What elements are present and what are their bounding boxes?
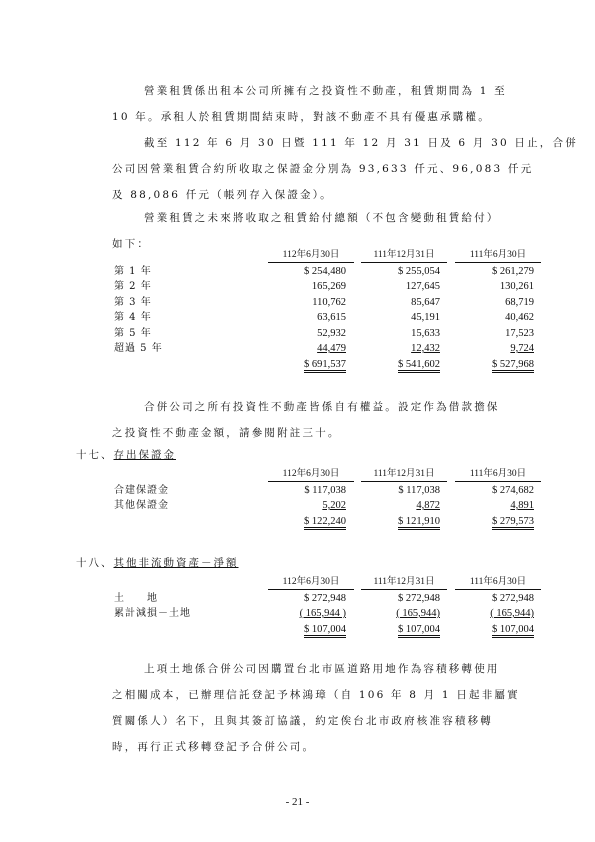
cell-value: $ 254,480	[304, 265, 346, 277]
cell-value: 44,479	[317, 343, 346, 354]
table-row	[112, 606, 542, 622]
table-total-row	[112, 622, 542, 638]
cell-value: $ 272,948	[398, 592, 440, 604]
row-label: 第 5 年	[114, 327, 152, 339]
row-label: 第 1 年	[114, 265, 152, 277]
section-title: 其他非流動資產－淨額	[113, 557, 239, 569]
para-line: 營業租賃係出租本公司所擁有之投資性不動產，租賃期間為 1 至	[144, 85, 507, 97]
total-value: $ 541,602	[398, 359, 440, 373]
column-header: 111年12月31日	[361, 248, 447, 263]
row-label: 超過 5 年	[114, 343, 163, 354]
refundable-deposits-table	[112, 467, 542, 529]
column-header: 112年6月30日	[268, 467, 354, 482]
total-value: $ 691,537	[304, 359, 346, 373]
para-line: 如下：	[112, 238, 151, 250]
table-row	[112, 498, 542, 514]
para-line: 之相關成本，已辦理信託登記予林鴻璋（自 106 年 8 月 1 日起非屬實	[112, 689, 520, 701]
table-row	[112, 279, 542, 295]
cell-value: 165,269	[311, 281, 346, 292]
table-row	[112, 326, 542, 342]
table-total-row	[112, 357, 542, 373]
land-trust-paragraph	[112, 656, 538, 760]
section-number: 十八、	[76, 557, 114, 569]
cell-value: 17,523	[505, 327, 534, 339]
column-header: 111年12月31日	[361, 467, 447, 482]
page-number: - 21 -	[285, 796, 310, 808]
table-row	[112, 264, 542, 280]
table-row	[112, 310, 542, 326]
cell-value: $ 117,038	[304, 484, 346, 496]
cell-value: ( 165,944)	[396, 608, 440, 619]
cell-value: 130,261	[499, 281, 534, 292]
row-label: 第 2 年	[114, 281, 152, 292]
row-label: 土 地	[114, 592, 158, 604]
column-header: 112年6月30日	[268, 575, 354, 590]
other-noncurrent-assets-table	[112, 575, 542, 637]
total-value: $ 527,968	[492, 359, 534, 373]
table-header-row	[112, 467, 542, 483]
cell-value: 110,762	[312, 296, 346, 308]
total-value: $ 107,004	[492, 624, 534, 638]
cell-value: $ 272,948	[492, 592, 534, 604]
column-header: 111年6月30日	[455, 467, 541, 482]
para-line: 質關係人）名下，且與其簽訂協議，約定俟台北市政府核准容積移轉	[112, 715, 493, 727]
cell-value: 15,633	[411, 327, 440, 339]
cell-value: $ 272,948	[304, 592, 346, 604]
cell-value: ( 165,944 )	[299, 608, 346, 619]
section-number: 十七、	[76, 449, 114, 461]
cell-value: 52,932	[317, 327, 346, 339]
table-row	[112, 295, 542, 311]
table-header-row	[112, 575, 542, 591]
para-line: 10 年。承租人於租賃期間結束時，對該不動產不具有優惠承購權。	[112, 111, 491, 123]
deposit-received-paragraph	[112, 130, 578, 208]
section-heading-18	[76, 555, 239, 570]
cell-value: 40,462	[505, 312, 534, 323]
para-line: 上項土地係合併公司因購置台北市區道路用地作為容積移轉使用	[144, 663, 500, 675]
column-header: 111年6月30日	[455, 575, 541, 590]
total-value: $ 122,240	[304, 516, 346, 530]
para-line: 截至 112 年 6 月 30 日暨 111 年 12 月 31 日及 6 月 30 日止，合併	[144, 137, 578, 149]
para-line: 之投資性不動產金額，請參閱附註三十。	[112, 427, 341, 439]
cell-value: $ 261,279	[492, 265, 534, 277]
cell-value: 45,191	[411, 312, 440, 323]
cell-value: $ 117,038	[398, 484, 440, 496]
row-label: 累計減損－土地	[114, 608, 191, 619]
cell-value: 63,615	[317, 312, 346, 323]
cell-value: 5,202	[322, 500, 346, 511]
row-label: 第 3 年	[114, 296, 152, 308]
column-header: 112年6月30日	[268, 248, 354, 263]
investment-property-paragraph	[112, 394, 538, 446]
para-line: 及 88,086 仟元（帳列存入保證金）。	[112, 189, 333, 201]
row-label: 合建保證金	[114, 484, 169, 496]
cell-value: 9,724	[510, 343, 534, 354]
table-row	[112, 591, 542, 607]
table-row	[112, 341, 542, 357]
column-header: 111年6月30日	[455, 248, 541, 263]
cell-value: 68,719	[505, 296, 534, 308]
para-line: 合併公司之所有投資性不動產皆係自有權益。設定作為借款擔保	[144, 401, 500, 413]
row-label: 第 4 年	[114, 312, 152, 323]
para-line: 營業租賃之未來將收取之租賃給付總額（不包含變動租賃給付）	[144, 212, 500, 224]
table-header-row	[112, 248, 542, 264]
cell-value: 85,647	[411, 296, 440, 308]
cell-value: $ 255,054	[398, 265, 440, 277]
section-title: 存出保證金	[113, 449, 176, 461]
total-value: $ 107,004	[304, 624, 346, 638]
cell-value: 4,872	[416, 500, 440, 511]
para-line: 時，再行正式移轉登記予合併公司。	[112, 741, 316, 753]
cell-value: 127,645	[405, 281, 440, 292]
table-row	[112, 483, 542, 499]
cell-value: $ 274,682	[492, 484, 534, 496]
lease-payments-table	[112, 248, 542, 372]
column-header: 111年12月31日	[361, 575, 447, 590]
cell-value: 12,432	[411, 343, 440, 354]
cell-value: ( 165,944)	[490, 608, 534, 619]
row-label: 其他保證金	[114, 500, 169, 511]
operating-lease-paragraph	[112, 78, 538, 130]
section-heading-17	[76, 447, 176, 462]
total-value: $ 107,004	[398, 624, 440, 638]
table-total-row	[112, 514, 542, 530]
cell-value: 4,891	[510, 500, 534, 511]
total-value: $ 121,910	[398, 516, 440, 530]
total-value: $ 279,573	[492, 516, 534, 530]
para-line: 公司因營業租賃合約所收取之保證金分別為 93,633 仟元、96,083 仟元	[112, 163, 534, 175]
